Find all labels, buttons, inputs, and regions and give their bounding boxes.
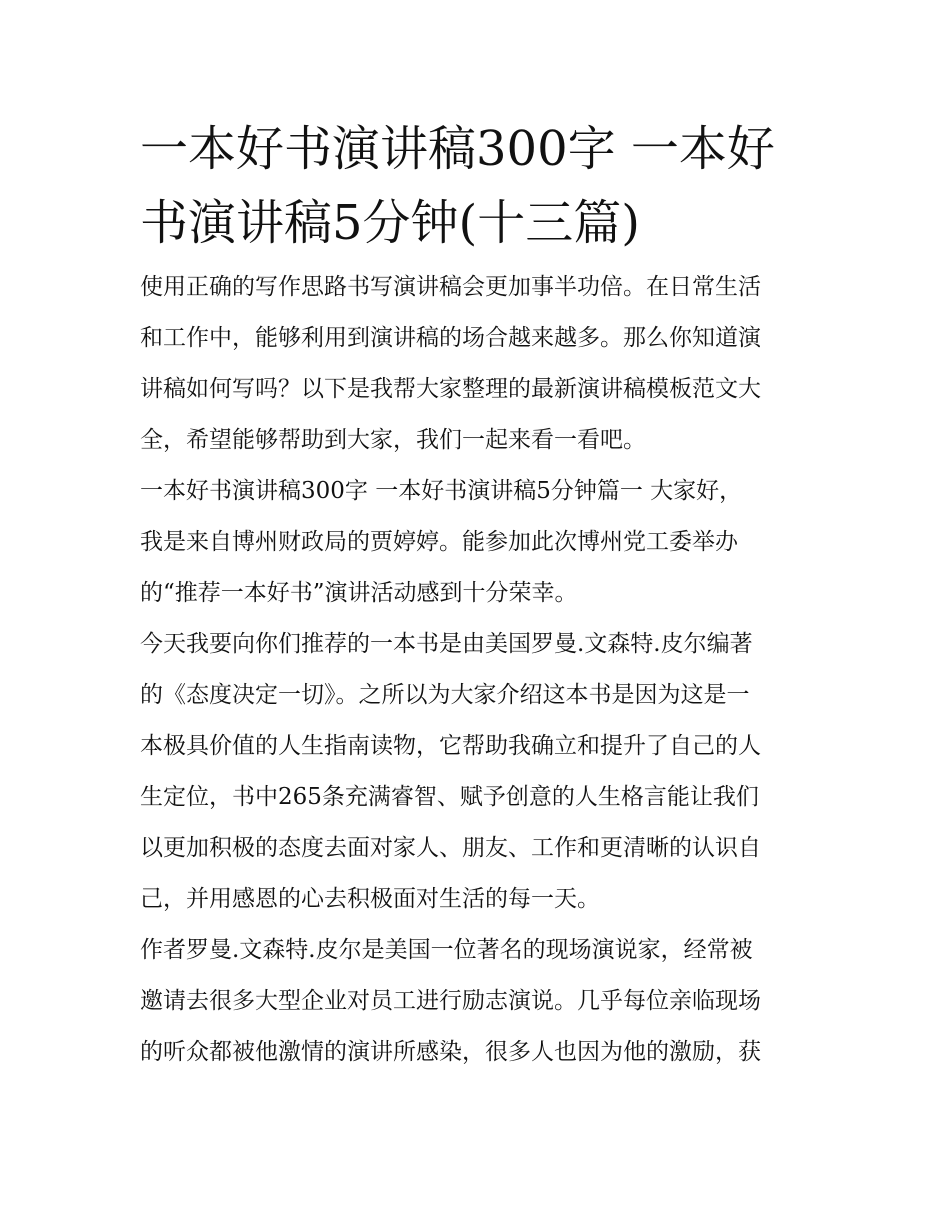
- paragraph-line: 讲稿如何写吗？以下是我帮大家整理的最新演讲稿模板范文大: [140, 376, 761, 402]
- paragraph-line: 邀请去很多大型企业对员工进行励志演说。几乎每位亲临现场: [140, 988, 761, 1014]
- paragraph-line: 本极具价值的人生指南读物，它帮助我确立和提升了自己的人: [140, 733, 761, 759]
- document-content: [140, 112, 812, 1084]
- paragraph-line: 我是来自博州财政局的贾婷婷。能参加此次博州党工委举办: [140, 529, 738, 555]
- paragraph-line: 的《态度决定一切》。之所以为大家介绍这本书是因为这是一: [140, 682, 750, 708]
- paragraph-author: [140, 931, 812, 1084]
- paragraph-greeting: [140, 472, 812, 625]
- paragraph-book-recommendation: [140, 625, 812, 931]
- paragraph-line: 的听众都被他激情的演讲所感染，很多人也因为他的激励，获: [140, 1039, 761, 1065]
- paragraph-line: 全，希望能够帮助到大家，我们一起来看一看吧。: [140, 427, 646, 453]
- paragraph-line: 以更加积极的态度去面对家人、朋友、工作和更清晰的认识自: [140, 835, 761, 861]
- paragraph-line: 己，并用感恩的心去积极面对生活的每一天。: [140, 886, 600, 912]
- document-title: [140, 112, 812, 260]
- paragraph-line: 的“推荐一本好书”演讲活动感到十分荣幸。: [140, 580, 578, 606]
- document-body: [140, 268, 812, 1084]
- paragraph-line: 今天我要向你们推荐的一本书是由美国罗曼.文森特.皮尔编著: [140, 631, 753, 657]
- paragraph-line: 生定位，书中265条充满睿智、赋予创意的人生格言能让我们: [140, 784, 759, 810]
- paragraph-line: 和工作中，能够利用到演讲稿的场合越来越多。那么你知道演: [140, 325, 761, 351]
- paragraph-line: 一本好书演讲稿300字 一本好书演讲稿5分钟篇一 大家好，: [140, 478, 743, 504]
- paragraph-line: 作者罗曼.文森特.皮尔是美国一位著名的现场演说家，经常被: [140, 937, 753, 963]
- title-line-2: 书演讲稿5分钟(十三篇): [140, 195, 640, 251]
- title-line-1: 一本好书演讲稿300字 一本好: [140, 121, 775, 177]
- paragraph-line: 使用正确的写作思路书写演讲稿会更加事半功倍。在日常生活: [140, 274, 761, 300]
- paragraph-intro: [140, 268, 812, 472]
